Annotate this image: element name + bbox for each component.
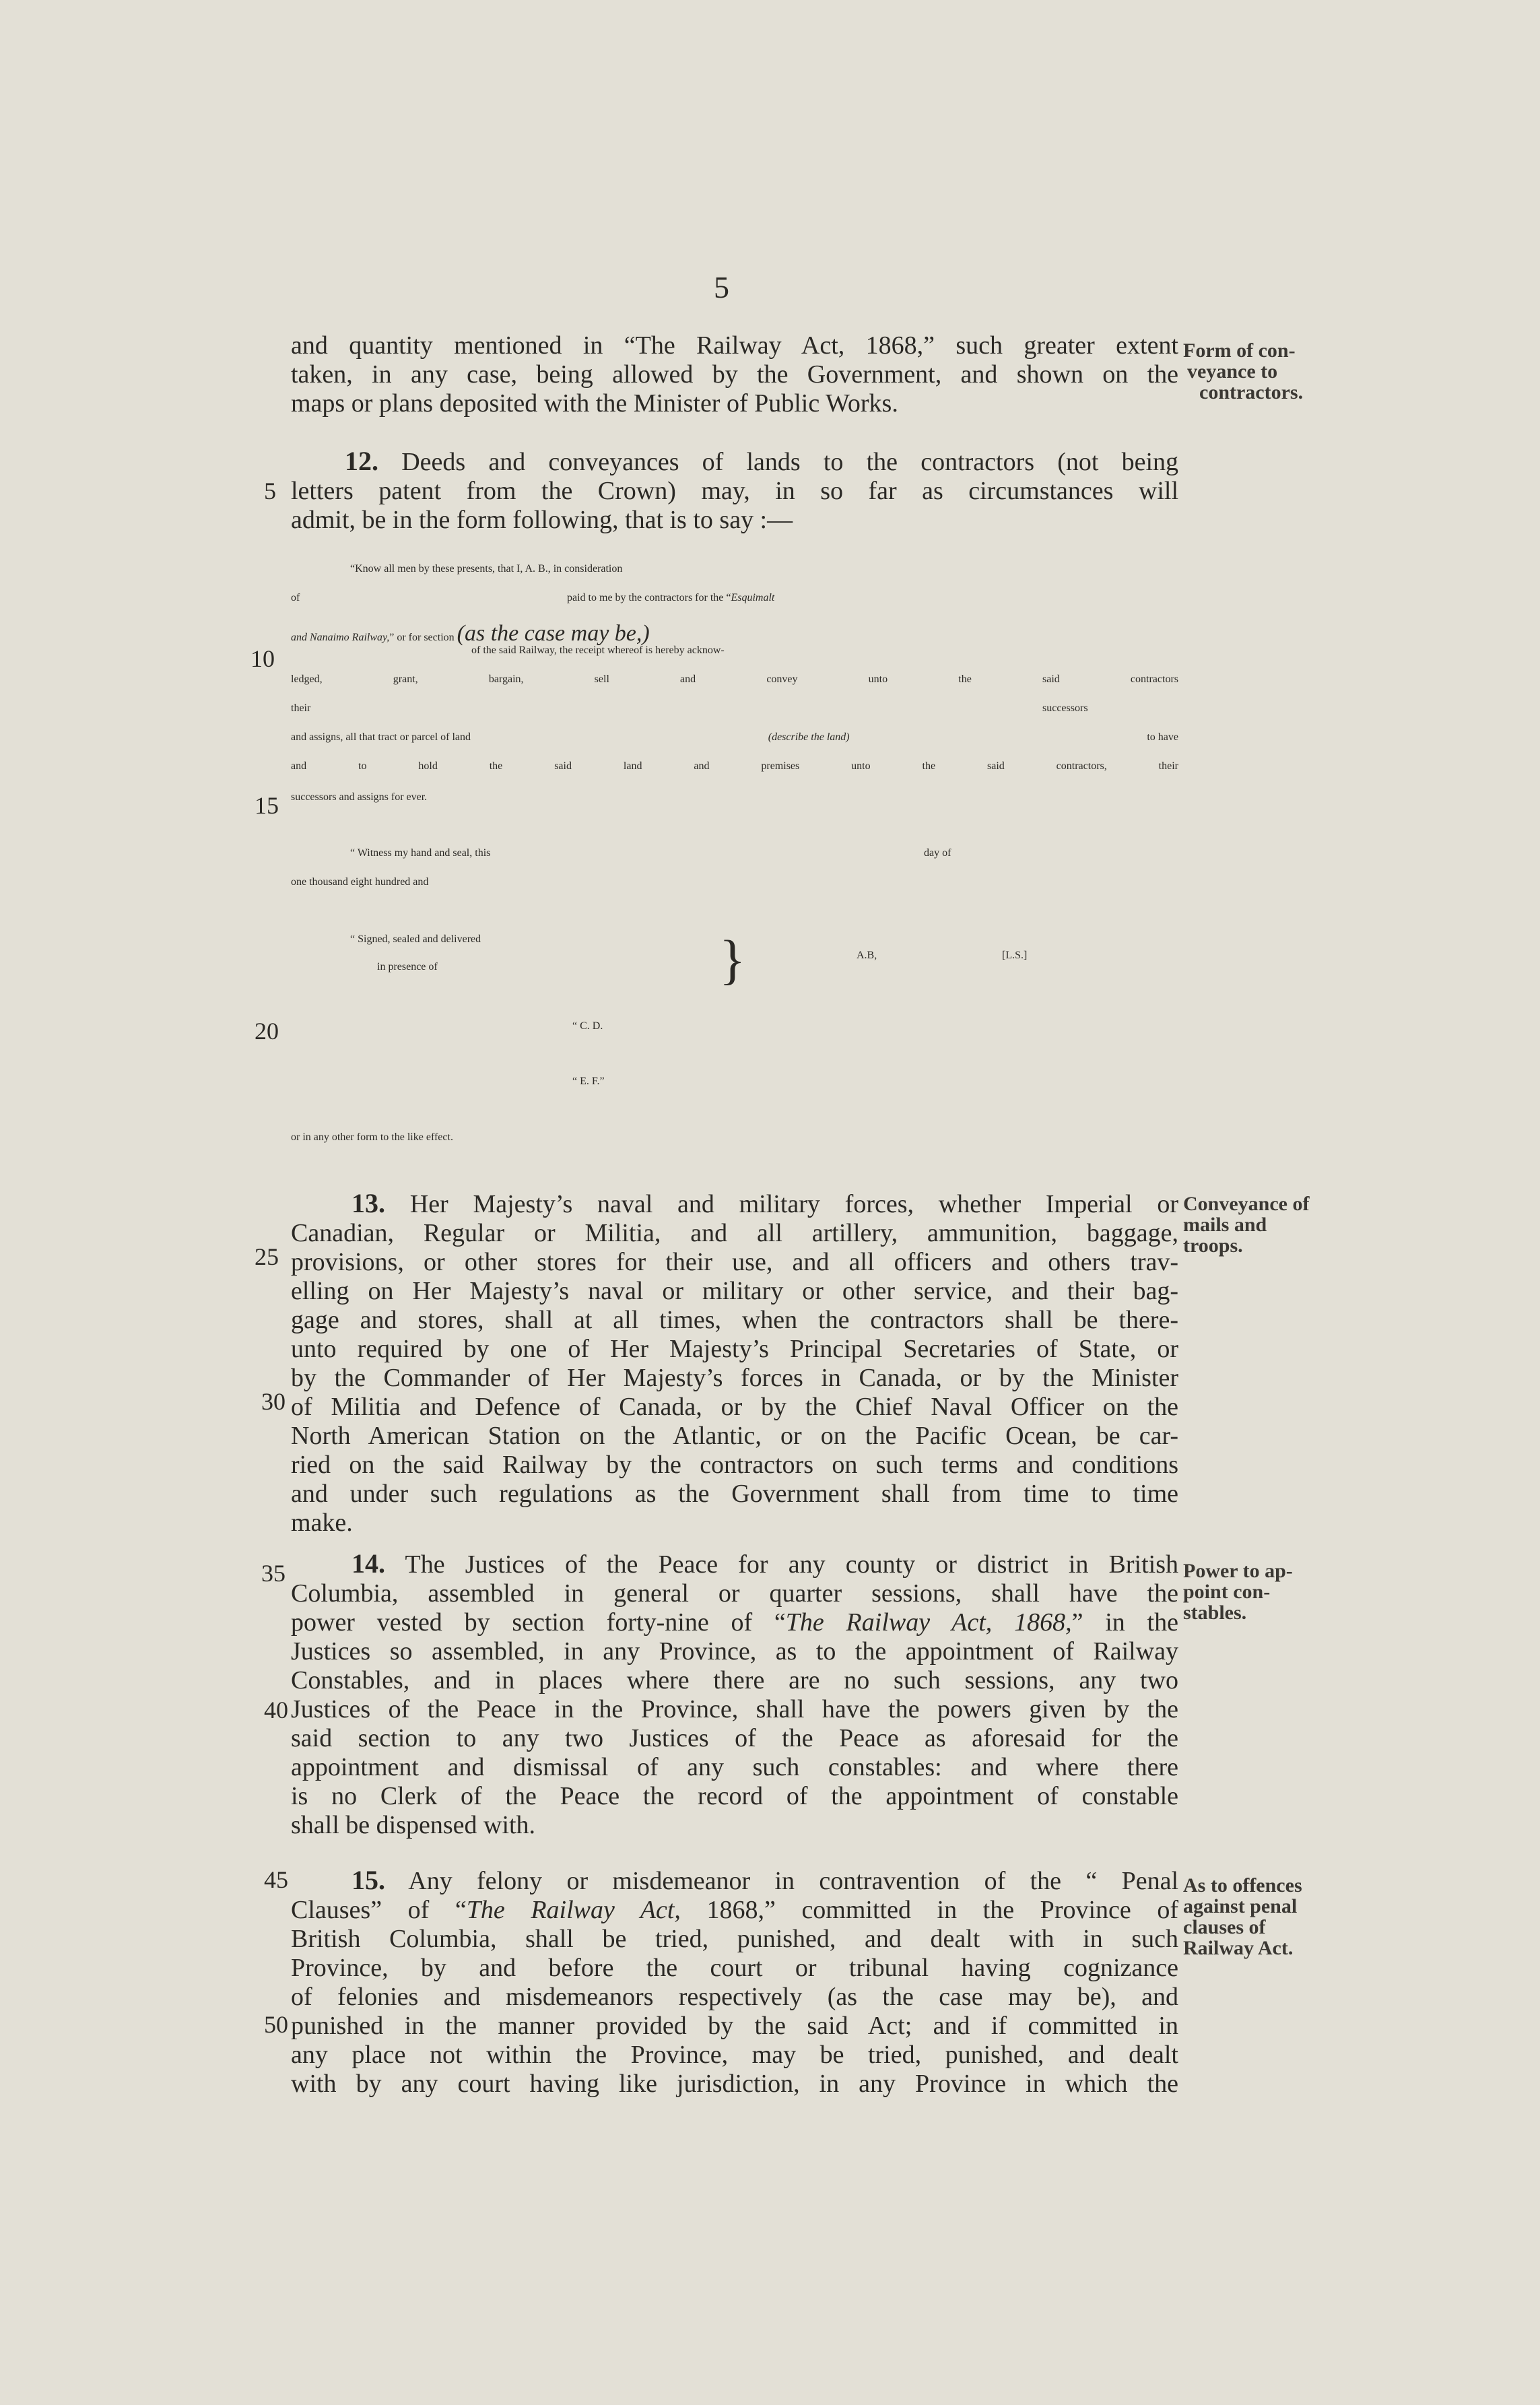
margin-note-form: Form of con- veyance to contractors.	[1183, 339, 1304, 403]
document-page: 5 5 10 15 20 25 30 35 40 45 50 Form of con- veyance to contractors. Conveyance of mails and troops. Power to ap- point con- stables. As to offences against penal clauses of Railway Act. and quantity mentioned in “The Railway Act, 1868,” such greater extent taken, in any case, being allowed by the Government, and shown on the maps or plans deposited with the Minister of Public Works. 12. Deeds and conveyances of lands to the contractors (not being letters patent from the Crown) may, in so far as circumstances will admit, be in the form following, that is to say :— “Know all men by these presents, that I, A. B., in consideration of paid to me by the contractors for the “Esquimalt and Nanaimo Railway,” or for section (as the case may be,) of the said Railway, the receipt whereof is hereby acknow- ledged, grant, bargain, sell and convey unto the said contractors their successors and assigns, all that tract or parcel of land (describe the land) to have and to hold the said land and premises unto the said contractors, their successors and assigns for ever. “ Witness my hand and seal, this day of one thousand eight hundred and “ Signed, sealed and delivered in presence of } A.B, [L.S.] “ C. D. “ E. F.” or in any other form to the like effect. 13. Her Majesty’s naval and military forces, whether Imperial or Canadian, Regular or Militia, and all artillery, ammunition, baggage, provisions, or other stores for their use, and all officers and others trav- elling on Her Majesty’s naval or military or other service, and their bag- gage and stores, shall at all times, when the contractors shall be there- unto required by one of Her Majesty’s Principal Secretaries of State, or by the Commander of Her Majesty’s forces in Canada, or by the Minister of Militia and Defence of Canada, or by the Chief Naval Officer on the North American Station on the Atlantic, or on the Pacific Ocean, be car- ried on the said Railway by the contractors on such terms and conditions and under such regulations as the Government shall from time to time make. 14. The Justices of the Peace for any county or district in British Columbia, assembled in general or quarter sessions, shall have the power vested by section forty-nine of “The Railway Act, 1868,” in the Justices so assembled, in any Province, as to the appointment of Railway Constables, and in places where there are no such sessions, any two Justices of the Peace in the Province, shall have the powers given by the said section to any two Justices of the Peace as aforesaid for the appointment and dismissal of any such constables: and where there is no Clerk of the Peace the record of the appointment of constable shall be dispensed with. 15. Any felony or misdemeanor in contravention of the “ Penal Clauses” of “The Railway Act, 1868,” committed in the Province of British Columbia, shall be tried, punished, and dealt with in such Province, by and before the court or tribunal having cognizance of felonies and misdemeanors respectively (as the case may be), and punished in the manner provided by the said Act; and if committed in any place not within the Province, may be tried, punished, and dealt with by any court having like jurisdiction, in any Province in which the	[250, 270, 1310, 2098]
line-number: 45	[264, 1866, 288, 1893]
margin-note-conveyance: Conveyance of mails and troops.	[1183, 1193, 1310, 1257]
line-number: 40	[264, 1696, 288, 1723]
line-number: 50	[264, 2011, 288, 2038]
section-number: 13.	[351, 1188, 385, 1218]
section-number: 12.	[345, 446, 378, 476]
line-number: 25	[255, 1243, 279, 1270]
section-number: 15.	[351, 1865, 385, 1895]
line-number: 30	[261, 1388, 286, 1415]
page-number: 5	[714, 270, 729, 304]
line-number: 10	[250, 645, 275, 672]
section-12-intro: 12. Deeds and conveyances of lands to the contractors (not being letters patent from the Crown) may, in so far as circumstances will admit, be in the form following, that is to say :—	[291, 446, 1179, 534]
line-number: 20	[255, 1018, 279, 1045]
margin-note-offences: As to offences against penal clauses of Railway Act.	[1183, 1874, 1302, 1959]
brace: }	[719, 929, 746, 990]
section-15: 15. Any felony or misdemeanor in contravention of the “ Penal Clauses” of “The Railway Act, 1868,” committed in the Province of British Columbia, shall be tried, punished, and dealt with in such Province, by and before the court or tribunal having cognizance of felonies and misdemeanors respectively (as the case may be), and punished in the manner provided by the said Act; and if committed in any place not within the Province, may be tried, punished, and dealt with by any court having like jurisdiction, in any Province in which the	[291, 1865, 1178, 2098]
line-number: 15	[255, 792, 279, 819]
section-14: 14. The Justices of the Peace for any county or district in British Columbia, assembled in general or quarter sessions, shall have the power vested by section forty-nine of “The Railway Act, 1868,” in the Justices so assembled, in any Province, as to the appointment of Railway Constables, and in places where there are no such sessions, any two Justices of the Peace in the Province, shall have the powers given by the said section to any two Justices of the Peace as aforesaid for the appointment and dismissal of any such constables: and where there is no Clerk of the Peace the record of the appointment of constable shall be dispensed with.	[291, 1548, 1178, 1839]
section-13: 13. Her Majesty’s naval and military forces, whether Imperial or Canadian, Regular or Militia, and all artillery, ammunition, baggage, provisions, or other stores for their use, and all officers and others trav- elling on Her Majesty’s naval or military or other service, and their bag- gage and stores, shall at all times, when the contractors shall be there- unto required by one of Her Majesty’s Principal Secretaries of State, or by the Commander of Her Majesty’s forces in Canada, or by the Minister of Militia and Defence of Canada, or by the Chief Naval Officer on the North American Station on the Atlantic, or on the Pacific Ocean, be car- ried on the said Railway by the contractors on such terms and conditions and under such regulations as the Government shall from time to time make.	[291, 1188, 1179, 1537]
margin-note-power: Power to ap- point con- stables.	[1183, 1560, 1293, 1624]
section-number: 14.	[351, 1548, 385, 1579]
opening-paragraph: and quantity mentioned in “The Railway Act, 1868,” such greater extent taken, in any case, being allowed by the Government, and shown on the maps or plans deposited with the Minister of Public Works.	[291, 331, 1178, 418]
line-number: 35	[261, 1560, 286, 1587]
line-number: 5	[264, 477, 276, 504]
